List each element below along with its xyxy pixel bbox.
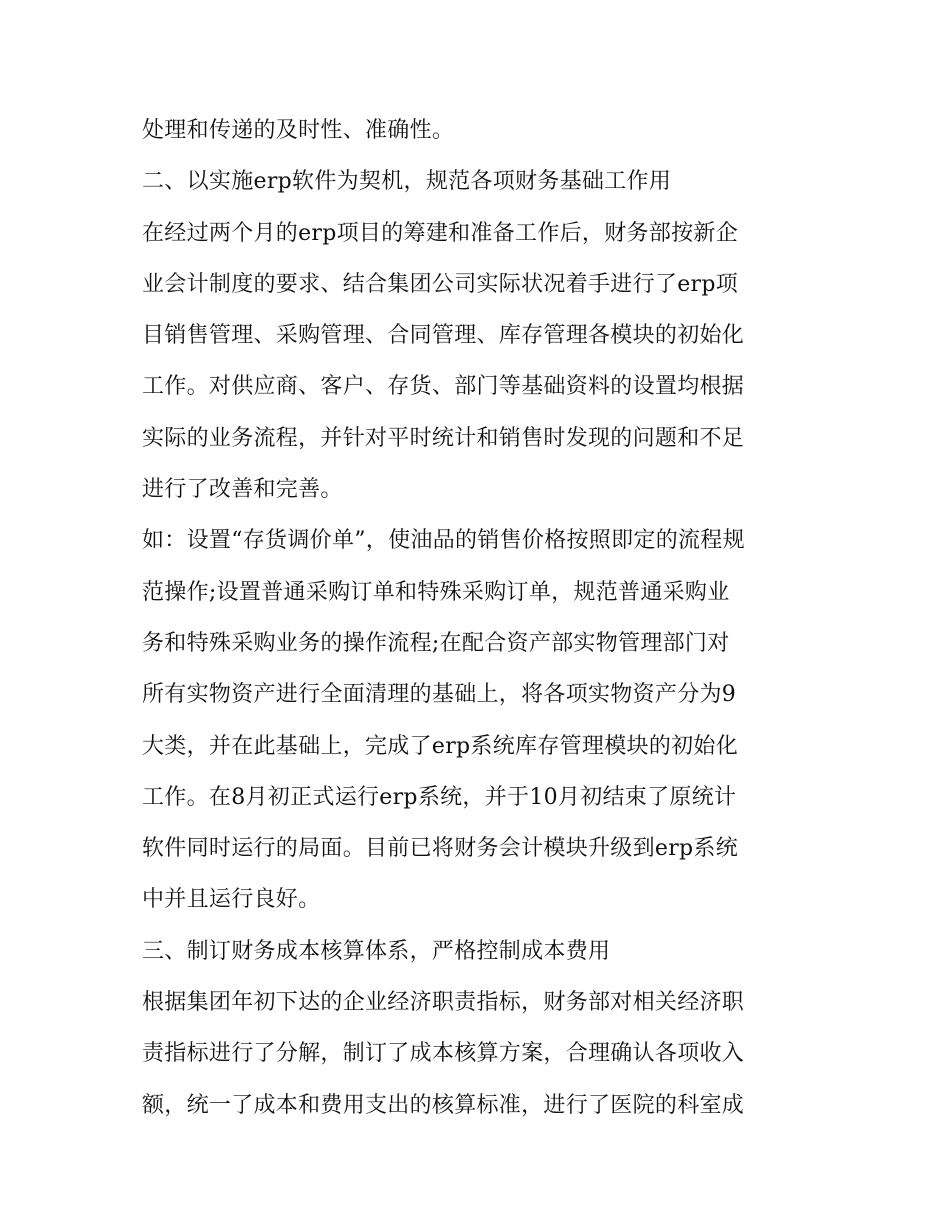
text-line: 工作。对供应商、客户、存货、部门等基础资料的设置均根据 — [142, 374, 745, 400]
text-line: 目销售管理、采购管理、合同管理、库存管理各模块的初始化 — [142, 323, 745, 349]
text-line: 责指标进行了分解，制订了成本核算方案，合理确认各项收入 — [142, 1041, 745, 1067]
text-line: 根据集团年初下达的企业经济职责指标，财务部对相关经济职 — [142, 990, 745, 1016]
text-line: 务和特殊采购业务的操作流程;在配合资产部实物管理部门对 — [142, 630, 730, 656]
text-line: 业会计制度的要求、结合集团公司实际状况着手进行了erp项 — [142, 271, 739, 297]
body-text — [142, 105, 814, 1131]
text-line: 在经过两个月的erp项目的筹建和准备工作后，财务部按新企 — [142, 220, 739, 246]
text-line: 进行了改善和完善。 — [142, 477, 343, 503]
text-line: 处理和传递的及时性、准确性。 — [142, 118, 455, 143]
text-line: 所有实物资产进行全面清理的基础上，将各项实物资产分为9 — [142, 682, 737, 708]
text-line: 软件同时运行的局面。目前已将财务会计模块升级到erp系统 — [142, 836, 739, 862]
text-line: 额，统一了成本和费用支出的核算标准，进行了医院的科室成 — [142, 1092, 745, 1118]
text-line: 范操作;设置普通采购订单和特殊采购订单，规范普通采购业 — [142, 579, 730, 605]
section-heading: 三、制订财务成本核算体系，严格控制成本费用 — [142, 938, 611, 964]
text-line: 中并且运行良好。 — [142, 887, 321, 913]
text-line: 工作。在8月初正式运行erp系统，并于10月初结束了原统计 — [142, 784, 737, 810]
text-line: 大类，并在此基础上，完成了erp系统库存管理模块的初始化 — [142, 733, 739, 759]
text-line: 如：设置“存货调价单”，使油品的销售价格按照即定的流程规 — [142, 528, 745, 554]
section-heading: 二、以实施erp软件为契机，规范各项财务基础工作用 — [142, 169, 672, 195]
text-line: 实际的业务流程，并针对平时统计和销售时发现的问题和不足 — [142, 425, 745, 451]
